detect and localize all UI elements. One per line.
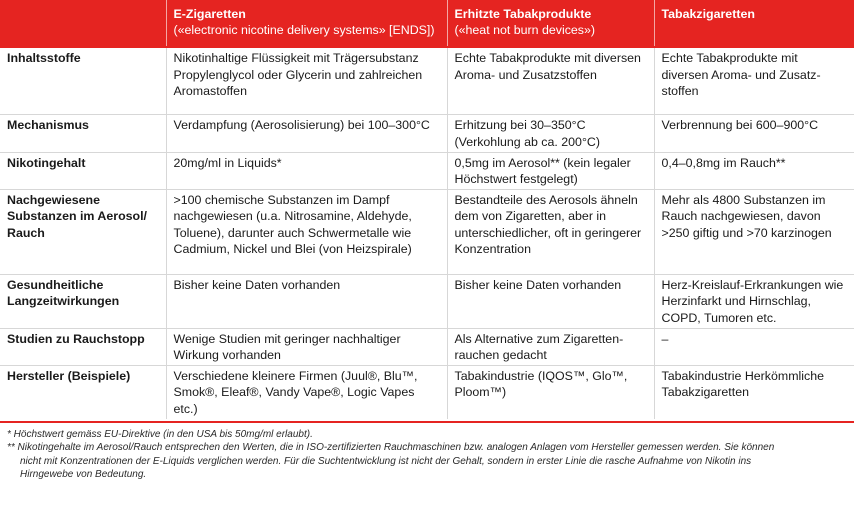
header-subtitle: («heat not burn devices») xyxy=(454,23,596,38)
header-corner xyxy=(0,0,166,47)
row-label: Gesundheitliche Langzeitwirkungen xyxy=(0,275,166,329)
cell-tobacco-cigarettes: Mehr als 4800 Substanzen im Rauch nachgewiesen, davon >250 giftig und >70 karzinogen xyxy=(654,190,854,275)
cell-tobacco-cigarettes: Echte Tabakprodukte mit diversen Aroma- und Zusatzstoffen xyxy=(654,47,854,115)
row-label: Studien zu Rauchstopp xyxy=(0,328,166,365)
row-label: Hersteller (Beispiele) xyxy=(0,366,166,419)
table-row xyxy=(0,47,854,115)
footnote-2-line-2: nicht mit Konzentrationen der E-Liquids verglichen werden. Für die Suchtentwicklung ist nicht der Gehalt, sondern in erster Linie die rasche Aufnahme von Nikotin ins xyxy=(20,455,752,467)
cell-heated-tobacco: Erhitzung bei 30–350°C (Verkohlung ab ca. 200°C) xyxy=(447,115,654,152)
table-row xyxy=(0,115,854,152)
cell-tobacco-cigarettes: Verbrennung bei 600–900°C xyxy=(654,115,854,152)
row-label: Inhaltsstoffe xyxy=(0,47,166,115)
cell-e-cigarettes: Wenige Studien mit geringer nachhaltiger Wirkung vorhanden xyxy=(166,328,447,365)
cell-tobacco-cigarettes: – xyxy=(654,328,854,365)
footnotes xyxy=(0,421,854,482)
cell-heated-tobacco: Echte Tabakprodukte mit diversen Aroma- und Zusatzstoffen xyxy=(447,47,654,115)
row-label: Nachgewiesene Substanzen im Aerosol/ Rauch xyxy=(0,190,166,275)
footnote-2-line-1: ** Nikotingehalte im Aerosol/Rauch entsprechen den Werten, die in ISO-zertifizierten Rauchmaschinen bzw. analogen Anlagen vom Hersteller gemessen werden. Sie können xyxy=(7,442,775,454)
header-title: Erhitzte Tabakprodukte xyxy=(454,7,592,21)
footnote-1: * Höchstwert gemäss EU-Direktive (in den USA bis 50mg/ml erlaubt). xyxy=(7,428,313,440)
row-label: Nikotingehalt xyxy=(0,152,166,189)
cell-e-cigarettes: Verschiedene kleinere Firmen (Juul®, Blu™, Smok®, Eleaf®, Vandy Vape®, Logic Vapes etc.) xyxy=(166,366,447,419)
header-subtitle: («electronic nicotine delivery systems» [ENDS]) xyxy=(173,23,435,38)
cell-heated-tobacco: Tabakindustrie (IQOS™, Glo™, Ploom™) xyxy=(447,366,654,419)
cell-tobacco-cigarettes: Tabakindustrie Herkömmliche Tabakzigaretten xyxy=(654,366,854,419)
cell-e-cigarettes: Verdampfung (Aerosolisierung) bei 100–300°C xyxy=(166,115,447,152)
cell-heated-tobacco: Bestandteile des Aerosols ähneln dem von Zigaretten, aber in unterschiedlicher, oft in geringerer Konzentration xyxy=(447,190,654,275)
cell-heated-tobacco: Als Alternative zum Zigarettenrauchen gedacht xyxy=(447,328,654,365)
header-row xyxy=(0,0,854,47)
cell-heated-tobacco: 0,5mg im Aerosol** (kein legaler Höchstwert festgelegt) xyxy=(447,152,654,189)
header-title: Tabakzigaretten xyxy=(661,7,755,21)
table-row xyxy=(0,328,854,365)
header-title: E-Zigaretten xyxy=(173,7,246,21)
header-e-cigarettes xyxy=(166,0,447,47)
table-row xyxy=(0,275,854,329)
table-row xyxy=(0,366,854,419)
header-heated-tobacco xyxy=(447,0,654,47)
cell-e-cigarettes: Bisher keine Daten vorhanden xyxy=(166,275,447,329)
cell-e-cigarettes: >100 chemische Substanzen im Dampf nachgewiesen (u.a. Nitrosamine, Aldehyde, Toluene), darunter auch Schwermetalle wie Cadmium, Nickel und Blei (von Heizspirale) xyxy=(166,190,447,275)
table-row xyxy=(0,152,854,189)
cell-heated-tobacco: Bisher keine Daten vorhanden xyxy=(447,275,654,329)
header-tobacco-cigarettes xyxy=(654,0,854,47)
cell-tobacco-cigarettes: Herz-Kreislauf-Erkrankungen wie Herzinfarkt und Hirnschlag, COPD, Tumoren etc. xyxy=(654,275,854,329)
cell-tobacco-cigarettes: 0,4–0,8mg im Rauch** xyxy=(654,152,854,189)
row-label: Mechanismus xyxy=(0,115,166,152)
footnote-2-line-3: Hirngewebe von Bedeutung. xyxy=(20,469,147,481)
cell-e-cigarettes: 20mg/ml in Liquids* xyxy=(166,152,447,189)
cell-e-cigarettes: Nikotinhaltige Flüssigkeit mit Trägersubstanz Propylenglycol oder Glycerin und zahlreichen Aromastoffen xyxy=(166,47,447,115)
table-row xyxy=(0,190,854,275)
